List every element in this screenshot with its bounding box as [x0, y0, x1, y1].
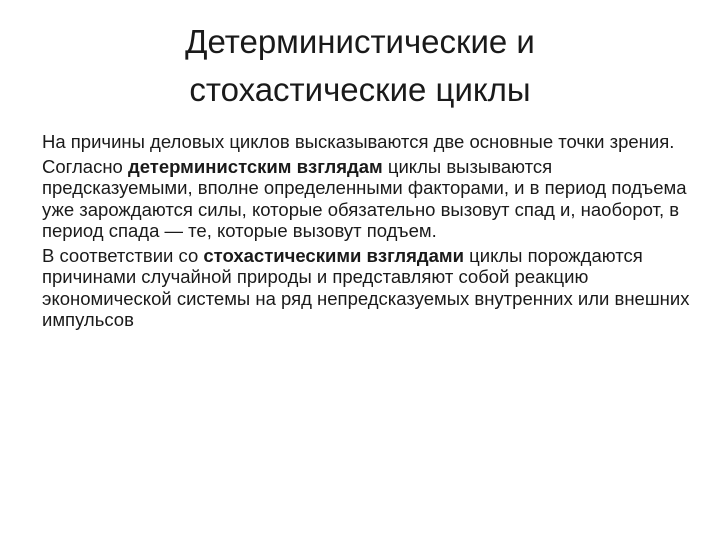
title-line-1: Детерминистические и [185, 23, 535, 60]
deterministic-text: циклы вызываются предсказуемыми, вполне определенными факторами, и в период подъема уже зарождаются силы, которые обязательно вызовут спад и, наоборот, в период спада — те, которые вызовут подъем. [42, 155, 687, 241]
deterministic-prefix: Согласно [42, 155, 128, 177]
title-line-2: стохастические циклы [189, 71, 531, 108]
stochastic-text: циклы порождаются причинами случайной природы и представляют собой реакцию экономической системы на ряд непредсказуемых внутренних или внешних импульсов [42, 244, 690, 330]
paragraph-deterministic [42, 156, 692, 242]
slide-body [42, 131, 692, 334]
paragraph-intro: На причины деловых циклов высказываются две основные точки зрения. [42, 131, 675, 152]
deterministic-term: детерминистским взглядам [127, 155, 383, 177]
stochastic-prefix: В соответствии со [42, 244, 204, 266]
slide-title [60, 18, 660, 114]
paragraph-stochastic [42, 245, 692, 331]
stochastic-term: стохастическими взглядами [203, 244, 464, 266]
